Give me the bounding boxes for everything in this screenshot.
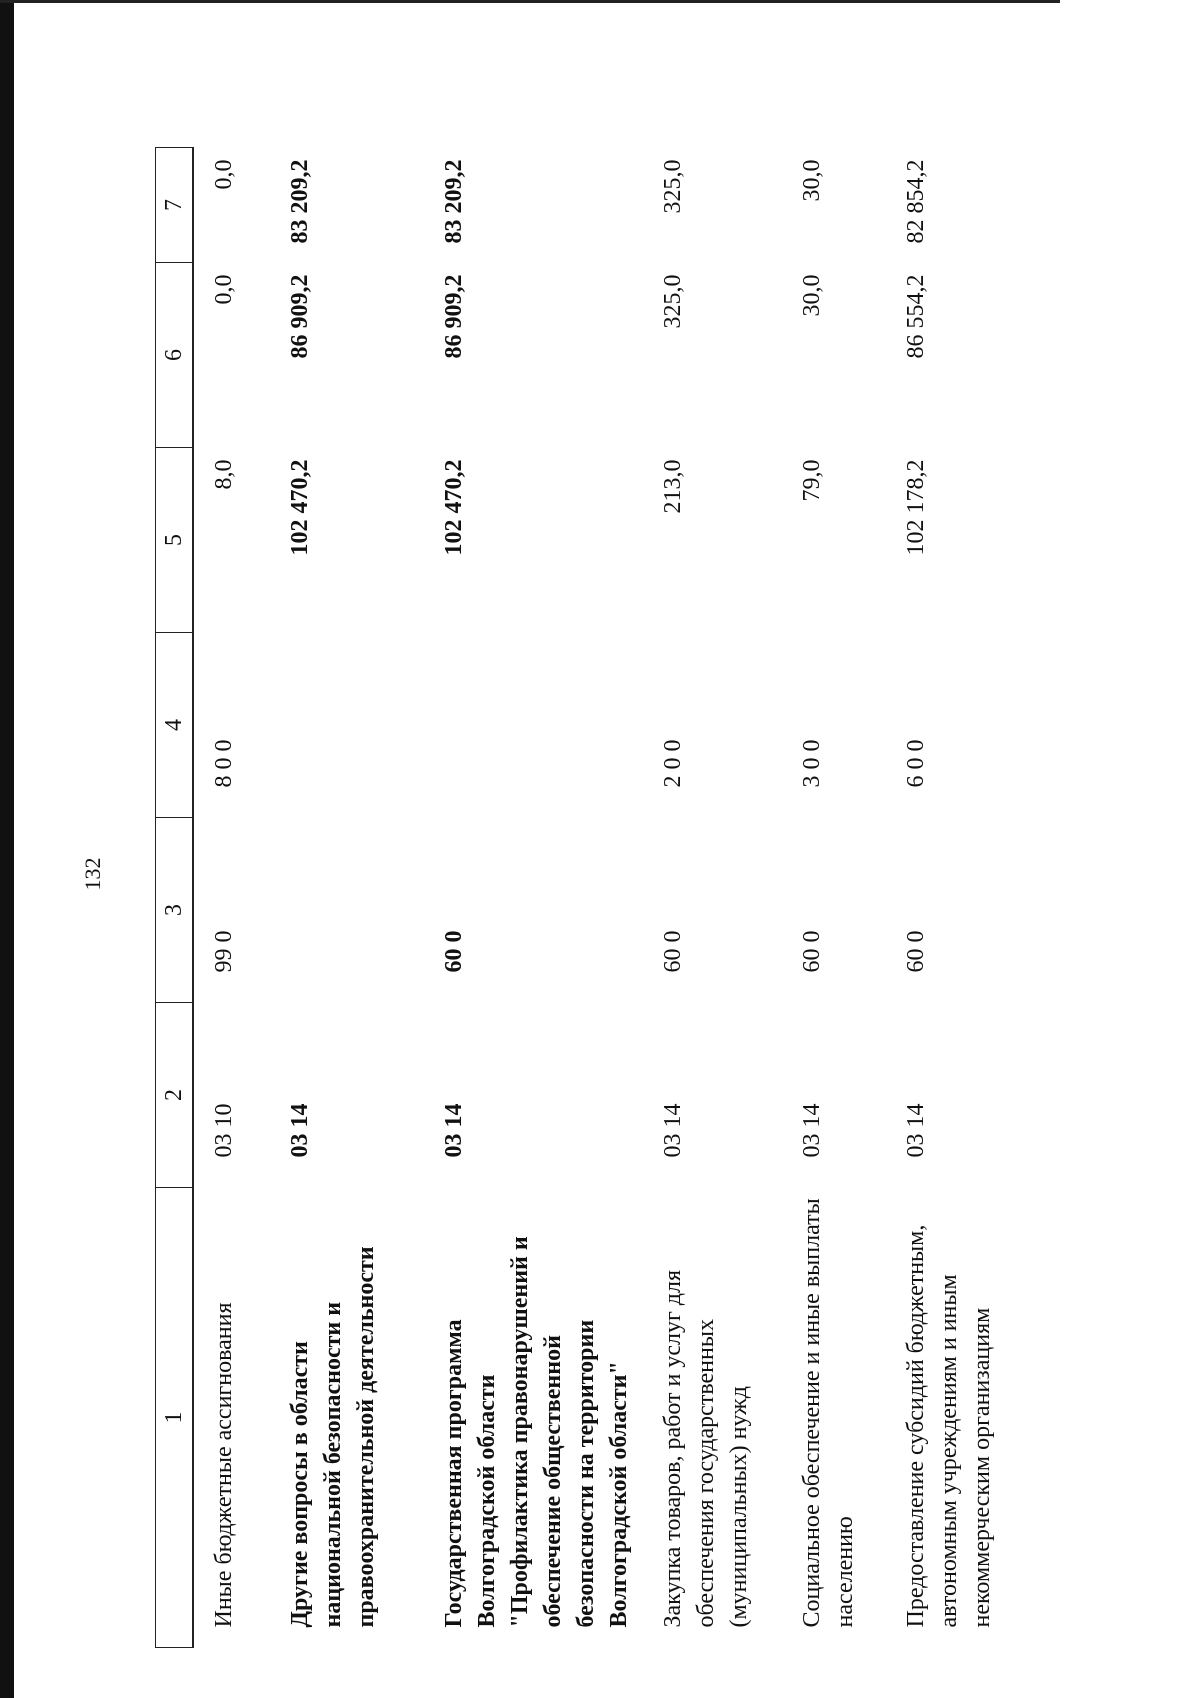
program-code: 99 0	[211, 930, 237, 973]
program-code: 60 0	[660, 930, 686, 973]
amount-col7: 83 209,2	[441, 159, 467, 244]
column-header-3: 3	[156, 818, 194, 1003]
row-name: Социальное обеспечение и иные выплаты населению	[799, 1198, 858, 1628]
table-row	[886, 148, 1050, 1648]
expense-type-code: 8 0 0	[211, 739, 237, 788]
column-header-5: 5	[156, 448, 194, 633]
amount-col5: 213,0	[660, 459, 686, 514]
program-code: 60 0	[799, 930, 825, 973]
column-header-4: 4	[156, 633, 194, 818]
amount-col6: 325,0	[660, 274, 686, 329]
expense-type-code: 3 0 0	[799, 739, 825, 788]
amount-col6: 0,0	[211, 274, 237, 305]
amount-col5: 102 178,2	[903, 459, 929, 556]
expense-type-code	[270, 633, 424, 818]
section-code: 03 10	[211, 1103, 237, 1158]
column-header-2: 2	[156, 1003, 194, 1188]
amount-col6: 30,0	[799, 274, 825, 317]
section-code: 03 14	[903, 1103, 929, 1158]
amount-col6: 86 909,2	[441, 274, 467, 359]
table-row	[782, 148, 886, 1648]
expense-type-code: 2 0 0	[660, 739, 686, 788]
table-header-row	[156, 148, 194, 1648]
page-number: 132	[80, 857, 105, 891]
section-code: 03 14	[287, 1103, 313, 1158]
amount-col7: 325,0	[660, 159, 686, 214]
table-row	[193, 148, 270, 1648]
column-header-7: 7	[156, 148, 194, 263]
section-code: 03 14	[441, 1103, 467, 1158]
row-name: Государственная программа Волгоградской области "Профилактика правонарушений и обеспечение общественной безопасности на территории Волгоградской области"	[441, 1236, 632, 1628]
program-code: 60 0	[903, 930, 929, 973]
row-name: Предоставление субсидий бюджетным, автономным учреждениям и иным некоммерческим организациям	[903, 1224, 995, 1628]
table-row	[643, 148, 782, 1648]
amount-col6: 86 909,2	[287, 274, 313, 359]
row-name: Другие вопросы в области национальной безопасности и правоохранительной деятельности	[287, 1246, 379, 1628]
amount-col5: 79,0	[799, 459, 825, 502]
amount-col6: 86 554,2	[903, 274, 929, 359]
amount-col5: 102 470,2	[441, 459, 467, 556]
table-row	[270, 148, 424, 1648]
column-header-6: 6	[156, 263, 194, 448]
amount-col5: 102 470,2	[287, 459, 313, 556]
section-code: 03 14	[799, 1103, 825, 1158]
row-name: Иные бюджетные ассигнования	[211, 1302, 237, 1628]
program-code: 60 0	[441, 930, 467, 973]
table-row	[424, 148, 643, 1648]
expense-type-code	[424, 633, 643, 818]
amount-col7: 0,0	[211, 159, 237, 190]
expense-type-code: 6 0 0	[903, 739, 929, 788]
budget-table	[155, 147, 1050, 1648]
amount-col7: 30,0	[799, 159, 825, 202]
amount-col7: 82 854,2	[903, 159, 929, 244]
section-code: 03 14	[660, 1103, 686, 1158]
amount-col7: 83 209,2	[287, 159, 313, 244]
column-header-1: 1	[156, 1188, 194, 1648]
row-name: Закупка товаров, работ и услуг для обеспечения государственных (муниципальных) нужд	[660, 1269, 752, 1628]
program-code	[270, 818, 424, 1003]
amount-col5: 8,0	[211, 459, 237, 490]
